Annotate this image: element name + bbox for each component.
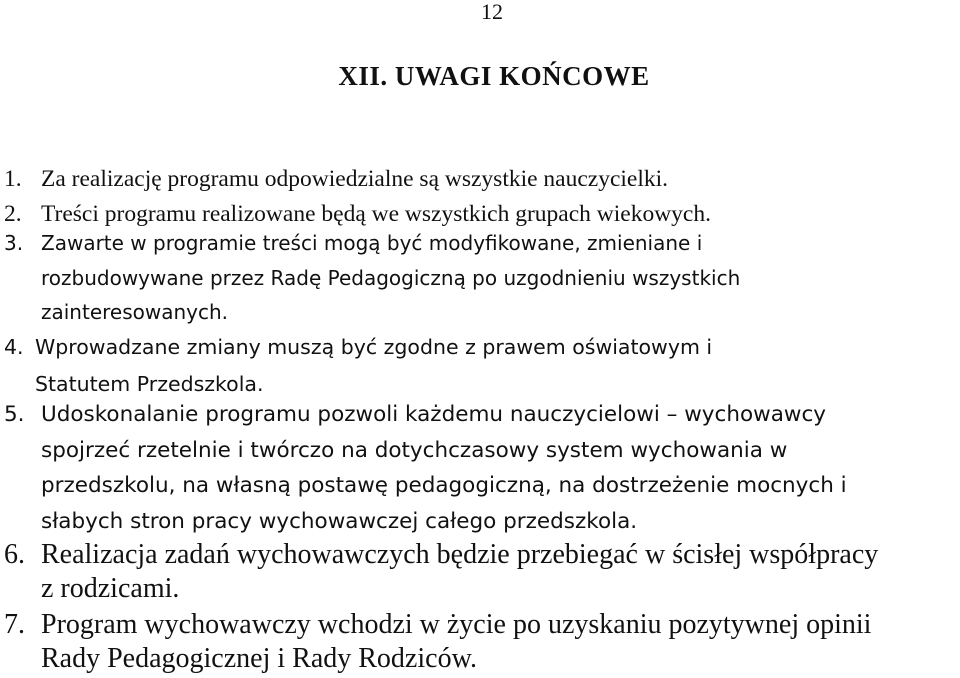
list-item-line: Statutem Przedszkola. [35,371,264,396]
list-item-line: Zawarte w programie treści mogą być modyfikowane, zmieniane i [41,231,703,255]
list-item-line: przedszkolu, na własną postawę pedagogiczną, na dostrzeżenie mocnych i [41,473,847,498]
list-item-line: Realizacja zadań wychowawczych będzie przebiegać w ścisłej współpracy [41,539,879,570]
list-item-number: 3. [4,231,24,255]
list-item-number: 1. [4,166,22,192]
list-item-line: Treści programu realizowane będą we wszystkich grupach wiekowych. [41,201,711,227]
section-heading: XII. UWAGI KOŃCOWE [338,61,650,91]
list-item-text [41,162,668,196]
list-item-line: rozbudowywane przez Radę Pedagogiczną po uzgodnieniu wszystkich [41,265,741,290]
list-item-line: z rodzicami. [41,573,180,604]
list-item-line: Program wychowawczy wchodzi w życie po uzyskaniu pozytywnej opinii [41,609,872,640]
list-item-number: 6. [4,539,25,570]
list-item-number: 4. [4,335,24,359]
list-item-line: Udoskonalanie programu pozwoli każdemu nauczycielowi – wychowawcy [41,402,827,427]
list-item-text [41,397,847,539]
list-item-number: 5. [4,402,25,427]
list-item-text [41,538,878,606]
list-item-line: zainteresowanych. [41,300,229,324]
list-item-line: słabych stron pracy wychowawczej całego przedszkola. [41,508,638,534]
list-item-number: 7. [4,609,25,640]
list-item-number: 2. [4,201,22,227]
list-item-line: Wprowadzane zmiany muszą być zgodne z prawem oświatowym i [35,335,713,359]
page-number: 12 [481,0,503,24]
list-item-line: Za realizację programu odpowiedzialne są wszystkie nauczycielki. [41,166,669,192]
list-item-text [35,329,712,402]
list-item-text [41,226,740,330]
list-item-text [41,608,871,676]
list-item-line: Rady Pedagogicznej i Rady Rodziców. [41,643,477,674]
list-item-line: spojrzeć rzetelnie i twórczo na dotychczasowy system wychowania w [41,437,788,463]
